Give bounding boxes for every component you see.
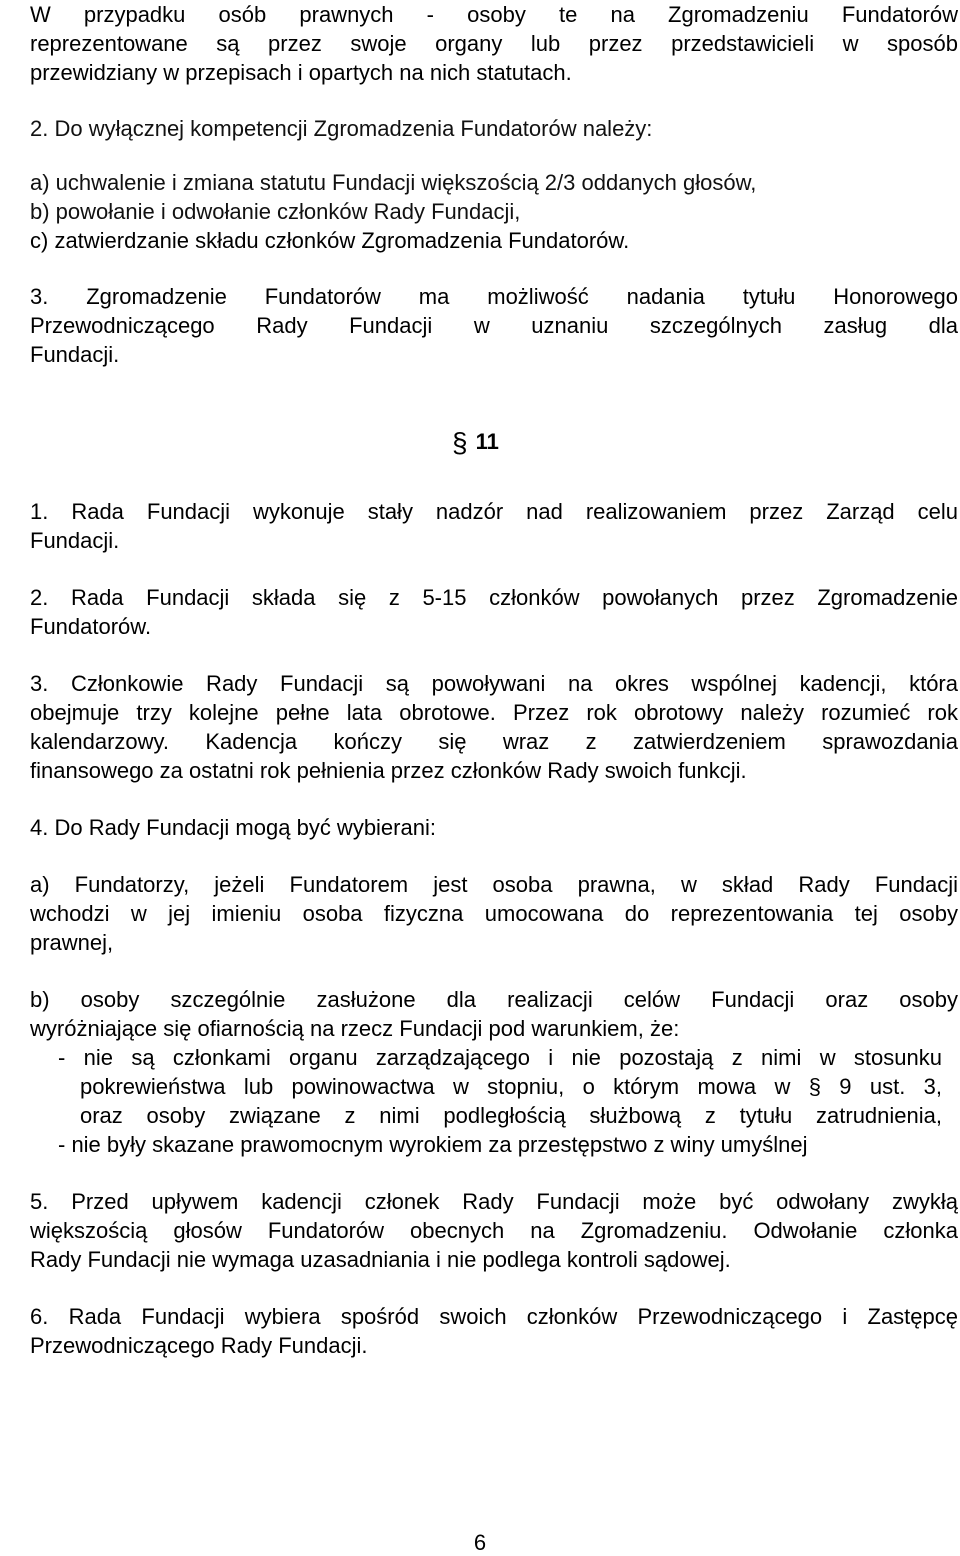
s5-line-1: 5. Przed upływem kadencji członek Rady Fundacji może być odwołany zwykłą bbox=[30, 1189, 958, 1214]
p3-line-2: Przewodniczącego Rady Fundacji w uznaniu szczególnych zasług dla bbox=[30, 313, 958, 338]
s4-b-line-1: b) osoby szczególnie zasłużone dla realizacji celów Fundacji oraz osoby bbox=[30, 987, 958, 1012]
section-number: 11 bbox=[475, 429, 499, 454]
section-heading bbox=[452, 425, 499, 457]
s5-line-2: większością głosów Fundatorów obecnych na Zgromadzeniu. Odwołanie członka bbox=[30, 1218, 958, 1243]
s4-a-line-3: prawnej, bbox=[30, 930, 114, 955]
p2-item-a: a) uchwalenie i zmiana statutu Fundacji większością 2/3 oddanych głosów, bbox=[30, 170, 757, 195]
s2-line-1: 2. Rada Fundacji składa się z 5-15 członków powołanych przez Zgromadzenie bbox=[30, 585, 958, 610]
s1-line-2: Fundacji. bbox=[30, 528, 120, 553]
p2-item-c: c) zatwierdzanie składu członków Zgromadzenia Fundatorów. bbox=[30, 228, 630, 253]
section-symbol: § bbox=[452, 427, 468, 458]
s4-dash-2: - nie były skazane prawomocnym wyrokiem za przestępstwo z winy umyślnej bbox=[58, 1132, 808, 1157]
s3-line-4: finansowego za ostatni rok pełnienia przez członków Rady swoich funkcji. bbox=[30, 758, 747, 783]
s3-line-3: kalendarzowy. Kadencja kończy się wraz z zatwierdzeniem sprawozdania bbox=[30, 729, 958, 754]
s4-a-line-2: wchodzi w jej imieniu osoba fizyczna umocowana do reprezentowania tej osoby bbox=[30, 901, 958, 926]
intro-line-3: przewidziany w przepisach i opartych na nich statutach. bbox=[30, 60, 572, 85]
s4-dash-1-line-3: oraz osoby związane z nimi podległością służbową z tytułu zatrudnienia, bbox=[80, 1103, 942, 1128]
s6-line-1: 6. Rada Fundacji wybiera spośród swoich członków Przewodniczącego i Zastępcę bbox=[30, 1304, 958, 1329]
s3-line-2: obejmuje trzy kolejne pełne lata obrotowe. Przez rok obrotowy należy rozumieć rok bbox=[30, 700, 958, 725]
s2-line-2: Fundatorów. bbox=[30, 614, 152, 639]
s4-dash-1-line-1: - nie są członkami organu zarządzającego i nie pozostają z nimi w stosunku bbox=[58, 1045, 942, 1070]
s4-title: 4. Do Rady Fundacji mogą być wybierani: bbox=[30, 815, 436, 840]
s6-line-2: Przewodniczącego Rady Fundacji. bbox=[30, 1333, 368, 1358]
s1-line-1: 1. Rada Fundacji wykonuje stały nadzór nad realizowaniem przez Zarząd celu bbox=[30, 499, 958, 524]
s4-b-line-2: wyróżniające się ofiarnością na rzecz Fundacji pod warunkiem, że: bbox=[30, 1016, 680, 1041]
page-number: 6 bbox=[473, 1530, 487, 1555]
intro-line-1: W przypadku osób prawnych - osoby te na Zgromadzeniu Fundatorów bbox=[30, 2, 958, 27]
s4-dash-1-line-2: pokrewieństwa lub powinowactwa w stopniu, o którym mowa w § 9 ust. 3, bbox=[80, 1074, 942, 1099]
s3-line-1: 3. Członkowie Rady Fundacji są powoływani na okres wspólnej kadencji, która bbox=[30, 671, 958, 696]
s4-a-line-1: a) Fundatorzy, jeżeli Fundatorem jest osoba prawna, w skład Rady Fundacji bbox=[30, 872, 958, 897]
p3-line-1: 3. Zgromadzenie Fundatorów ma możliwość nadania tytułu Honorowego bbox=[30, 284, 958, 309]
intro-line-2: reprezentowane są przez swoje organy lub przez przedstawicieli w sposób bbox=[30, 31, 958, 56]
p3-line-3: Fundacji. bbox=[30, 342, 120, 367]
p2-title: 2. Do wyłącznej kompetencji Zgromadzenia Fundatorów należy: bbox=[30, 116, 653, 141]
p2-item-b: b) powołanie i odwołanie członków Rady Fundacji, bbox=[30, 199, 521, 224]
s5-line-3: Rady Fundacji nie wymaga uzasadniania i nie podlega kontroli sądowej. bbox=[30, 1247, 731, 1272]
